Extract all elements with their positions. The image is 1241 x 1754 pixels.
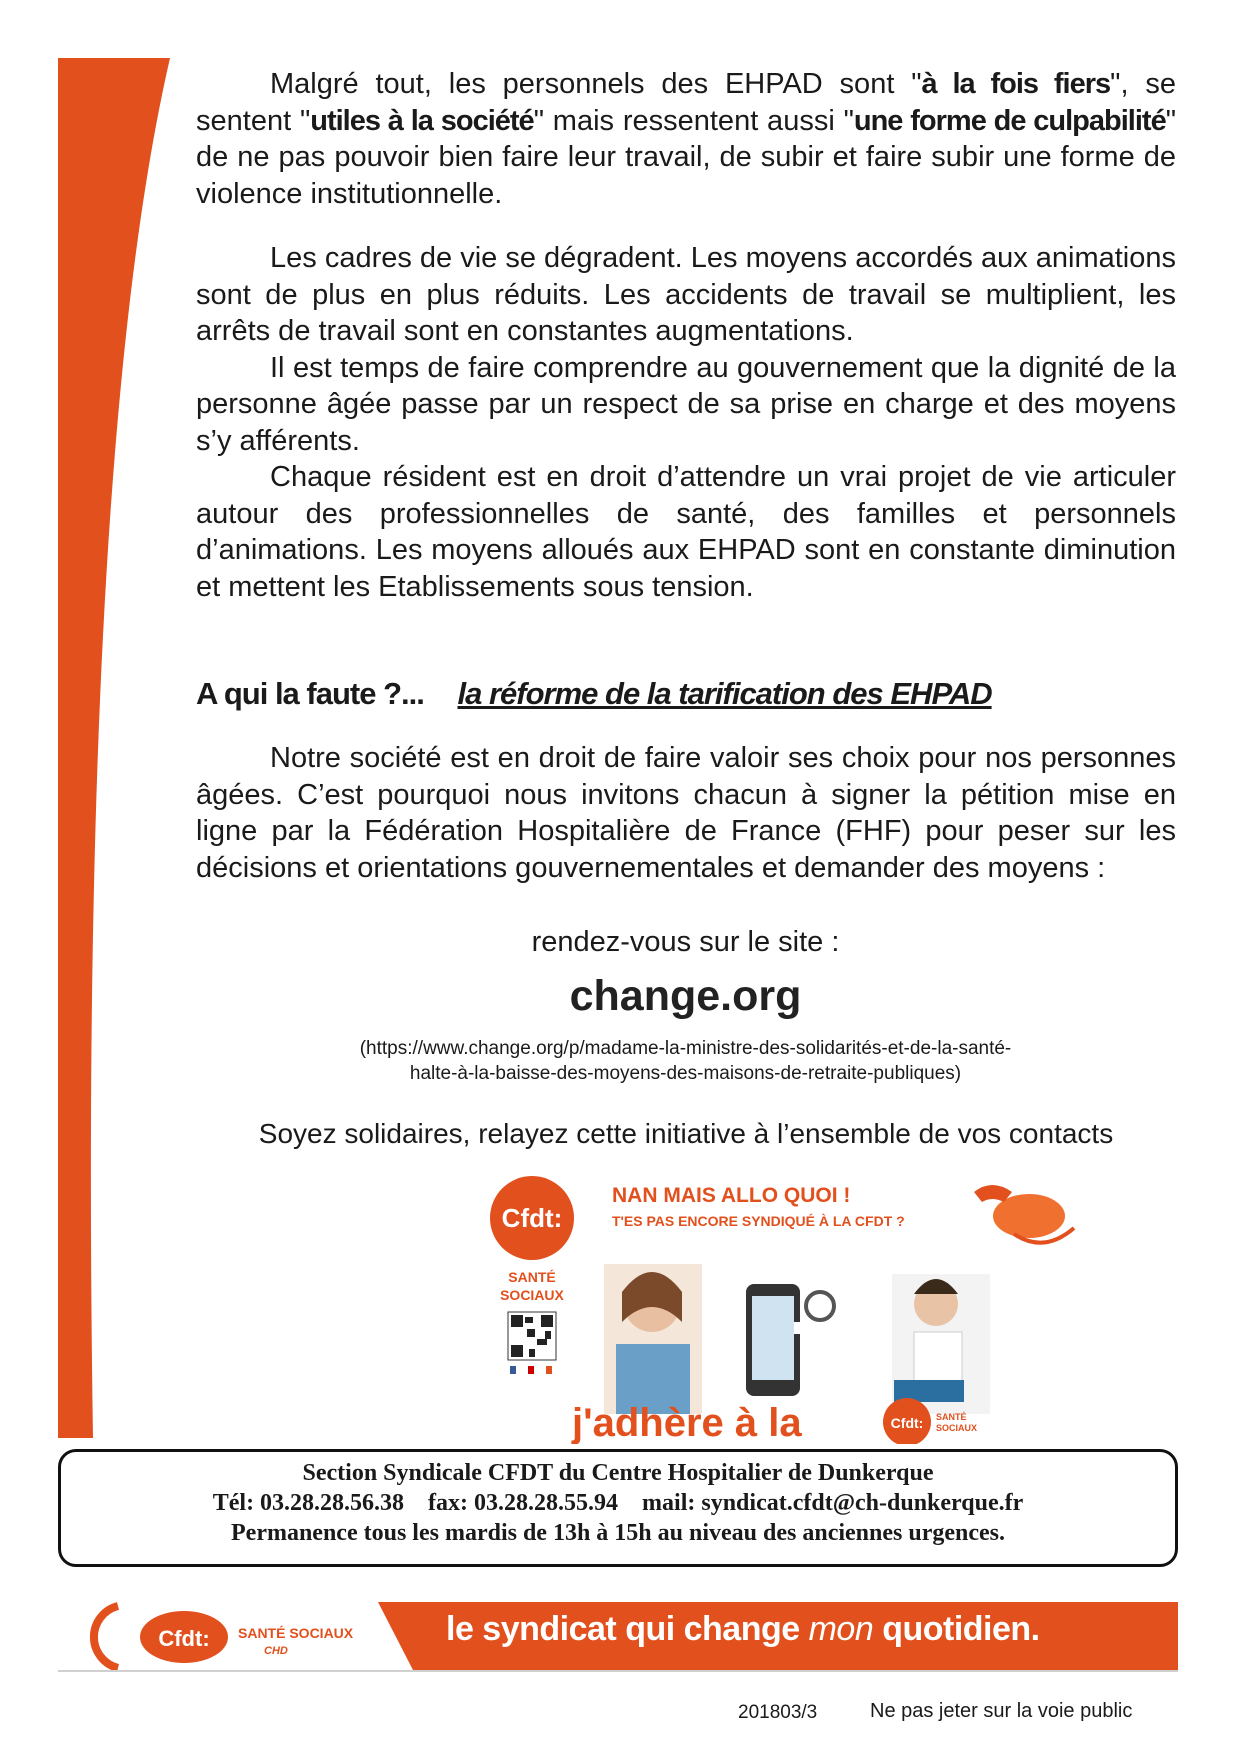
paragraph-4: Chaque résident est en droit d’attendre un vrai projet de vie articuler autour des professionnelles de santé, des familles et personnels d’animations. Les moyens alloués aux EHPAD sont en constante diminution et mettent les Etablissements sous tension. [196,461,1176,603]
heading-answer: la réforme de la tarification des EHPAD [457,676,992,711]
document-reference: 201803/3 [738,1702,818,1723]
ad-logo-sub2: SOCIAUX [500,1287,564,1303]
paragraph-5: Notre société est en droit de faire valoir ses choix pour nos personnes âgées. C’est pourquoi nous invitons chacun à signer la pétition mise en ligne par la Fédération Hospitalière de France (FHF) pour peser sur les décisions et orientations gouvernementales et demander des moyens : [196,742,1176,884]
disposal-note: Ne pas jeter sur la voie public [870,1700,1133,1722]
telephone-icon [974,1185,1074,1243]
paragraph-2: Les cadres de vie se dégradent. Les moyens accordés aux animations sont de plus en plus réduits. Les accidents de travail se multiplient, les arrêts de travail sont en constantes augmentations. [196,242,1176,347]
paragraph-3: Il est temps de faire comprendre au gouvernement que la dignité de la personne âgée passe par un respect de sa prise en charge et des moyens s’y afférents. [196,351,1176,457]
contact-section: Section Syndicale CFDT du Centre Hospitalier de Dunkerque [302,1460,934,1486]
cta-logo-text: Cfdt: [890,1415,924,1431]
qr-code-icon [508,1312,556,1360]
solidarity-text: Soyez solidaires, relayez cette initiative à l’ensemble de vos contacts [258,1118,1114,1149]
rendez-vous-text: rendez-vous sur le site : [531,926,840,958]
cta-logo-sub1: SANTÉ [936,1412,967,1422]
footer-sublabel: CHD [264,1645,288,1657]
side-decorative-bar [58,58,170,1438]
site-link[interactable]: change.org [569,972,802,1020]
main-text [196,66,1176,605]
section-heading [196,676,1176,712]
facebook-icon [510,1366,516,1374]
ad-cta: j'adhère à la [572,1401,802,1444]
ad-headline-2: T'ES PAS ENCORE SYNDIQUÉ À LA CFDT ? [612,1213,905,1229]
contact-phones[interactable]: Tél: 03.28.28.56.38 fax: 03.28.28.55.94 mail: syndicat.cfdt@ch-dunkerque.fr [212,1490,1024,1516]
footer-label: SANTÉ SOCIAUX [238,1625,354,1641]
ad-headline-1: NAN MAIS ALLO QUOI ! [612,1184,851,1207]
ad-logo-sub1: SANTÉ [508,1269,556,1285]
cfdt-membership-ad [474,1174,1164,1444]
heading-question: A qui la faute ?... [196,676,424,711]
rss-icon [546,1366,552,1374]
contact-hours: Permanence tous les mardis de 13h à 15h au niveau des anciennes urgences. [231,1520,1005,1546]
paragraph-1: Malgré tout, les personnels des EHPAD sont "à la fois fiers", se sentent "utiles à la société" mais ressentent aussi "une forme de culpabilité" de ne pas pouvoir bien faire leur travail, de subir et faire subir une forme de violence institutionnelle. [196,68,1176,210]
smartphone-stethoscope-photo [746,1284,834,1396]
contact-box [58,1449,1178,1567]
cta-logo-sub2: SOCIAUX [936,1423,978,1433]
operator-headset-photo [892,1274,990,1414]
footer-logo-text: Cfdt: [158,1626,210,1651]
petition-url[interactable]: (https://www.change.org/p/madame-la-ministre-des-solidarités-et-de-la-santé- halte-à-la-baisse-des-moyens-des-maisons-de-retraite-publiques) [359,1038,1012,1084]
footer-slogan: le syndicat qui change mon quotidien. [446,1610,1040,1648]
nurse-phone-photo [604,1264,702,1414]
youtube-icon [528,1366,534,1374]
ad-logo-text: Cfdt: [501,1203,563,1233]
